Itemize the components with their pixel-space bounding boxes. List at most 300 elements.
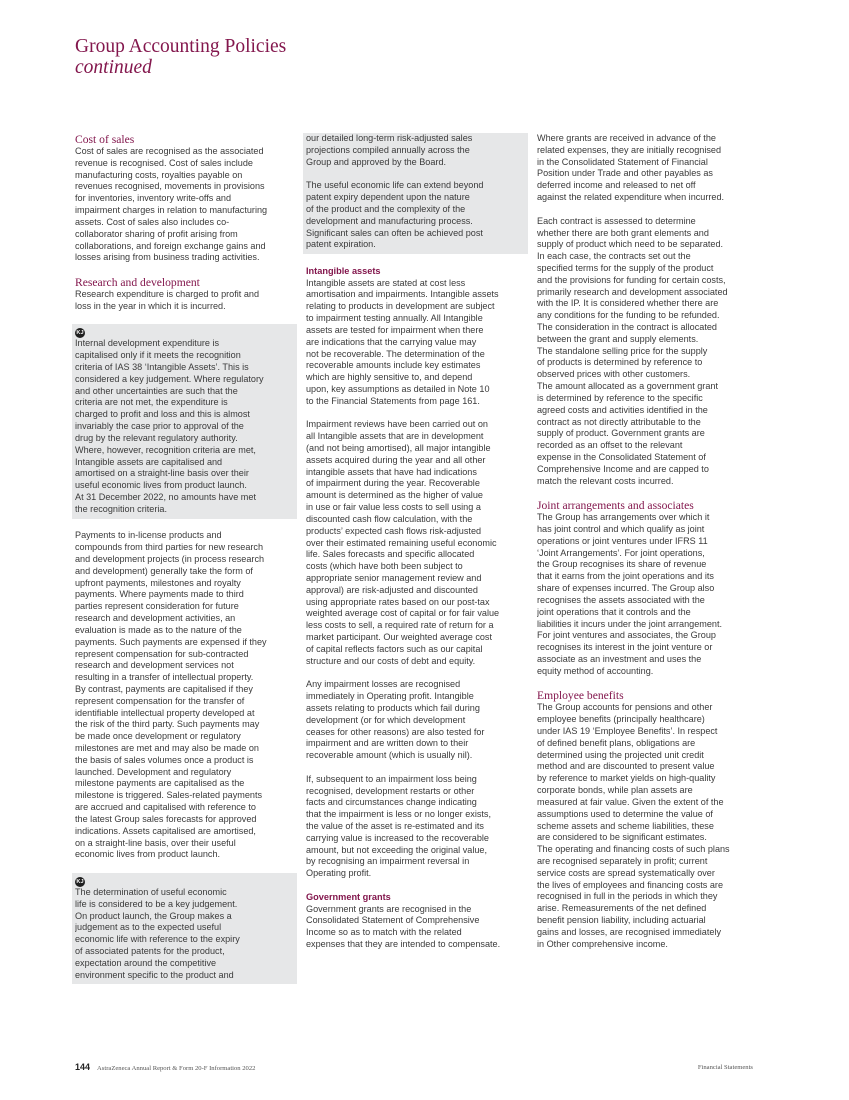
text-line xyxy=(75,731,294,743)
text-line xyxy=(75,409,294,421)
text-line xyxy=(537,464,756,476)
employee-benefits-text xyxy=(537,702,756,950)
text-line-content: is determined by reference to the specific xyxy=(537,392,703,403)
payments-text xyxy=(75,530,294,861)
text-line-content: Significant sales can often be achieved post xyxy=(306,227,483,238)
text-line-content: considered a key judgement. Where regulatory xyxy=(75,373,264,384)
text-line-content: Each contract is assessed to determine xyxy=(537,215,696,226)
text-line xyxy=(306,750,525,762)
text-line-content: recognised, development restarts or other xyxy=(306,785,475,796)
text-line xyxy=(306,585,525,597)
text-line xyxy=(75,946,294,958)
text-line xyxy=(537,654,756,666)
text-line xyxy=(537,903,756,915)
text-line-content: assets are tested for impairment when there xyxy=(306,324,484,335)
text-line-content: immediately in Operating profit. Intangible xyxy=(306,691,474,702)
text-line xyxy=(306,868,525,880)
text-line xyxy=(537,536,756,548)
text-line xyxy=(537,761,756,773)
text-line xyxy=(306,228,525,240)
text-line xyxy=(306,133,525,145)
text-line-content: in the Consolidated Statement of Financial xyxy=(537,156,708,167)
text-line-content: supply of product which need to be separated. xyxy=(537,239,724,250)
text-line xyxy=(75,170,294,182)
text-line-content: corporate bonds, while plan assets are xyxy=(537,785,693,796)
rd-intro-text xyxy=(75,289,294,313)
text-line xyxy=(306,786,525,798)
text-line-content: arise. Remeasurements of the net defined xyxy=(537,903,707,914)
text-line-content: ‘Joint Arrangements’. For joint operations, xyxy=(537,547,705,558)
text-line xyxy=(306,526,525,538)
text-line xyxy=(537,405,756,417)
text-line xyxy=(306,514,525,526)
text-line xyxy=(306,797,525,809)
text-line-content: recognises its interest in the joint venture or xyxy=(537,642,713,653)
text-line xyxy=(537,133,756,145)
text-line-content: are considered to be significant estimates. xyxy=(537,832,707,843)
text-line-content: any conditions for the funding to be refunded. xyxy=(537,310,720,321)
text-line xyxy=(306,856,525,868)
text-line-content: Where, however, recognition criteria are met, xyxy=(75,444,256,455)
text-line-content: by recognising an impairment reversal in xyxy=(306,856,470,867)
text-line-content: indications. Assets capitalised are amortised, xyxy=(75,825,256,836)
text-line xyxy=(306,927,525,939)
text-line xyxy=(306,549,525,561)
text-line xyxy=(75,970,294,982)
text-line xyxy=(306,632,525,644)
text-line-content: milestone payments are capitalised as the xyxy=(75,778,245,789)
text-line xyxy=(75,566,294,578)
text-line-content: If, subsequent to an impairment loss being xyxy=(306,773,477,784)
text-line-content: in use or fair value less costs to sell using a xyxy=(306,502,481,513)
text-line xyxy=(75,708,294,720)
text-line-content: economic lives from product launch. xyxy=(75,849,221,860)
text-line-content: the latest Group sales forecasts for approved xyxy=(75,813,257,824)
column-3 xyxy=(537,133,756,962)
text-line-content: upfront payments, milestones and royalty xyxy=(75,577,241,588)
text-line-content: all Intangible assets that are in development xyxy=(306,431,484,442)
text-line-content: represent compensation for the transfer of xyxy=(75,695,245,706)
text-line xyxy=(75,684,294,696)
page-number: 144 xyxy=(75,1062,91,1072)
text-line xyxy=(537,666,756,678)
government-grants-heading: Government grants xyxy=(306,891,391,902)
text-line xyxy=(537,263,756,275)
text-line-content: identifiable intellectual property developed at xyxy=(75,707,255,718)
intangible-assets-heading: Intangible assets xyxy=(306,265,381,276)
impairment-losses-text xyxy=(306,679,525,762)
text-line xyxy=(75,457,294,469)
text-line-content: of associated patents for the product, xyxy=(75,946,225,956)
text-line-content: related expenses, they are initially recognised xyxy=(537,144,722,155)
text-line xyxy=(306,216,525,228)
text-line xyxy=(75,386,294,398)
text-line-content: the value of the asset is re-estimated and its xyxy=(306,821,484,832)
text-line xyxy=(306,239,525,251)
text-line xyxy=(306,192,525,204)
text-line xyxy=(75,802,294,814)
text-line xyxy=(75,530,294,542)
text-line-content: Intangible assets are stated at cost less xyxy=(306,277,466,288)
page-subtitle: continued xyxy=(75,57,152,78)
text-line-content: the lives of employees and financing costs are xyxy=(537,879,724,890)
key-judgement-icon: KJ xyxy=(76,878,84,885)
text-line xyxy=(75,958,294,970)
text-line xyxy=(537,251,756,263)
text-line xyxy=(306,157,525,169)
text-line-content: by reference to market yields on high-quality xyxy=(537,773,716,784)
text-line-content: evaluation is made as to the nature of the xyxy=(75,624,242,635)
text-line-content: be made once development or regulatory xyxy=(75,731,241,742)
text-line-content: method and are discounted to present value xyxy=(537,761,715,772)
text-line-content: weighted average cost of capital or for fair value xyxy=(306,608,500,619)
text-line xyxy=(306,715,525,727)
text-line-content: determined using the projected unit credit xyxy=(537,749,704,760)
impairment-reviews-text xyxy=(306,419,525,667)
text-line xyxy=(75,826,294,838)
text-line-content: collaborator sharing of profit arising from xyxy=(75,228,238,239)
text-line-content: equity method of accounting. xyxy=(537,665,654,676)
section-name: Financial Statements xyxy=(697,1064,753,1071)
text-line-content: recognised in full in the periods in which they xyxy=(537,891,718,902)
text-line-content: specified terms for the supply of the product xyxy=(537,262,714,273)
text-line-content: amortised on a straight-line basis over their xyxy=(75,468,249,479)
text-line-content: assets relating to products which fail during xyxy=(306,702,480,713)
text-line-content: expenses that they are intended to compensate. xyxy=(306,939,501,950)
text-line-content: has joint control and which qualify as joint xyxy=(537,524,705,534)
text-line-content: payments. Where payments made to third xyxy=(75,589,244,600)
text-line-content: The consideration in the contract is allocated xyxy=(537,322,717,332)
text-line xyxy=(537,832,756,844)
text-line-content: share of expenses incurred. The Group also xyxy=(537,583,715,594)
contract-assessment-text xyxy=(537,216,756,488)
text-line-content: milestone is triggered. Sales-related payments xyxy=(75,790,263,801)
text-line xyxy=(75,445,294,457)
text-line-content: and the provisions for funding for certain costs, xyxy=(537,274,726,285)
text-line xyxy=(537,726,756,738)
text-line xyxy=(537,428,756,440)
text-line-content: of defined benefit plans, obligations are xyxy=(537,737,696,748)
text-line-content: Where grants are received in advance of the xyxy=(537,133,716,143)
text-line-content: patent expiration. xyxy=(306,239,376,250)
text-line xyxy=(75,601,294,613)
text-line xyxy=(75,672,294,684)
text-line-content: Government grants are recognised in the xyxy=(306,903,472,914)
text-line xyxy=(75,911,294,923)
text-line xyxy=(306,904,525,916)
text-line xyxy=(75,838,294,850)
text-line xyxy=(75,181,294,193)
text-line-content: development and manufacturing process. xyxy=(306,215,473,226)
text-line-content: Any impairment losses are recognised xyxy=(306,679,461,690)
text-line xyxy=(75,397,294,409)
text-line-content: Internal development expenditure is xyxy=(75,338,220,349)
text-line-content: The determination of useful economic xyxy=(75,886,227,897)
text-line-content: upon, key assumptions as detailed in Note 10 xyxy=(306,383,490,394)
text-line-content: On product launch, the Group makes a xyxy=(75,910,232,921)
text-line xyxy=(537,844,756,856)
text-line-content: The standalone selling price for the supply xyxy=(537,345,708,356)
text-line-content: not be recoverable. The determination of the xyxy=(306,348,485,359)
text-line xyxy=(75,252,294,264)
text-line-content: recorded as an offset to the relevant xyxy=(537,440,683,451)
text-line xyxy=(537,571,756,583)
joint-arrangements-heading: Joint arrangements and associates xyxy=(537,499,694,513)
text-line xyxy=(537,714,756,726)
text-line xyxy=(537,773,756,785)
text-line xyxy=(75,492,294,504)
text-line-content: in Other comprehensive income. xyxy=(537,938,668,949)
text-line xyxy=(537,619,756,631)
text-line-content: capitalised only if it meets the recognition xyxy=(75,350,241,361)
text-line-content: amortisation and impairments. Intangible assets xyxy=(306,289,499,300)
text-line-content: the risk of the third party. Such payments may xyxy=(75,719,260,730)
text-line-content: losses arising from business trading activities. xyxy=(75,252,260,263)
text-line xyxy=(75,542,294,554)
text-line xyxy=(75,849,294,861)
text-line-content: life. Sales forecasts and specific allocated xyxy=(306,549,475,560)
text-line xyxy=(306,384,525,396)
text-line xyxy=(306,419,525,431)
text-line xyxy=(537,785,756,797)
text-line-content: amount, but not exceeding the original value, xyxy=(306,844,487,855)
text-line-content: observed prices with other customers. xyxy=(537,369,691,380)
text-line-content: on a straight-line basis, over their useful xyxy=(75,837,236,848)
text-line-content: revenues recognised, movements in provisions xyxy=(75,181,265,192)
text-line-content: of products is determined by reference to xyxy=(537,357,703,368)
text-line xyxy=(306,396,525,408)
text-line xyxy=(75,480,294,492)
intangible-assets-text xyxy=(306,278,525,408)
kj-text-continued xyxy=(306,133,525,168)
text-line xyxy=(537,346,756,358)
text-line-content: patent expiry dependent upon the nature xyxy=(306,192,470,203)
text-line xyxy=(537,168,756,180)
text-line xyxy=(306,939,525,951)
joint-arrangements-text xyxy=(537,512,756,677)
text-line-content: discounted cash flow calculation, with the xyxy=(306,513,473,524)
text-line xyxy=(537,880,756,892)
text-line xyxy=(537,891,756,903)
text-line-content: expense in the Consolidated Statement of xyxy=(537,451,706,462)
text-line-content: of the product and the complexity of the xyxy=(306,203,466,214)
text-line xyxy=(306,833,525,845)
text-line xyxy=(75,755,294,767)
text-line-content: operations or joint ventures under IFRS 11 xyxy=(537,535,708,546)
research-development-heading: Research and development xyxy=(75,275,200,289)
key-judgement-box xyxy=(72,873,297,985)
text-line-content: criteria of IAS 38 ‘Intangible Assets’. This is xyxy=(75,362,249,372)
text-line-content: the basis of sales volumes once a product is xyxy=(75,754,254,765)
text-line xyxy=(537,856,756,868)
text-line-content: gains and losses, are recognised immediately xyxy=(537,926,721,937)
text-line xyxy=(306,774,525,786)
text-line-content: are recognised separately in profit; current xyxy=(537,855,708,866)
text-line xyxy=(537,915,756,927)
text-line xyxy=(75,433,294,445)
text-line-content: recoverable amount (which is usually nil). xyxy=(306,750,473,761)
text-line xyxy=(75,205,294,217)
text-line xyxy=(75,328,294,350)
text-line xyxy=(306,301,525,313)
text-line xyxy=(75,193,294,205)
text-line xyxy=(306,502,525,514)
text-line xyxy=(537,939,756,951)
text-line xyxy=(306,691,525,703)
text-line-content: facts and circumstances change indicating xyxy=(306,797,477,808)
text-line xyxy=(537,393,756,405)
text-line-content: match the relevant costs incurred. xyxy=(537,475,674,486)
text-line xyxy=(75,922,294,934)
text-line xyxy=(537,595,756,607)
text-line xyxy=(306,703,525,715)
text-line-content: products’ expected cash flows risk-adjusted xyxy=(306,525,482,536)
text-line-content: relating to products in development are subject xyxy=(306,301,495,312)
text-line-content: the Group recognises its share of revenue xyxy=(537,559,707,570)
text-line xyxy=(537,310,756,322)
text-line-content: useful economic lives from product launch. xyxy=(75,480,247,491)
text-line xyxy=(537,809,756,821)
text-line-content: Cost of sales are recognised as the associated xyxy=(75,146,264,156)
text-line xyxy=(75,649,294,661)
text-line-content: Income so as to match with the related xyxy=(306,927,462,938)
impairment-reversal-text xyxy=(306,774,525,880)
text-line-content: The amount allocated as a government grant xyxy=(537,381,718,392)
text-line-content: that the impairment is less or no longer exists, xyxy=(306,809,491,820)
text-line-content: over their estimated remaining useful economic xyxy=(306,537,497,548)
text-line xyxy=(75,350,294,362)
text-line xyxy=(306,727,525,739)
report-title: AstraZeneca Annual Report & Form 20-F Information 2022 xyxy=(97,1065,256,1072)
text-line-content: criteria are not met, the expenditure is xyxy=(75,397,228,408)
text-line xyxy=(306,204,525,216)
text-line xyxy=(75,899,294,911)
text-line xyxy=(537,275,756,287)
text-line-content: The Group has arrangements over which it xyxy=(537,512,710,523)
text-line-content: and development) generally take the form of xyxy=(75,565,253,576)
text-line xyxy=(306,679,525,691)
footer-left xyxy=(75,1063,255,1073)
text-line xyxy=(537,417,756,429)
text-line-content: Position under Trade and other payables as xyxy=(537,168,713,179)
text-line-content: By contrast, payments are capitalised if they xyxy=(75,683,253,694)
text-line xyxy=(537,927,756,939)
text-line-content: supply of product. Government grants are xyxy=(537,428,705,439)
text-line-content: For joint ventures and associates, the Group xyxy=(537,630,716,641)
text-line xyxy=(306,845,525,857)
text-line xyxy=(537,145,756,157)
text-line xyxy=(537,157,756,169)
text-line xyxy=(537,192,756,204)
text-line-content: Consolidated Statement of Comprehensive xyxy=(306,915,480,926)
text-line-content: Comprehensive Income and are capped to xyxy=(537,463,709,474)
text-line-content: Operating profit. xyxy=(306,868,372,879)
text-line-content: economic life with reference to the expiry xyxy=(75,934,240,945)
text-line xyxy=(537,298,756,310)
text-line-content: recoverable amounts include key estimates xyxy=(306,360,481,371)
text-line-content: are indications that the carrying value may xyxy=(306,336,477,347)
text-line xyxy=(537,738,756,750)
text-line-content: which are highly sensitive to, and depend xyxy=(306,372,473,383)
text-line xyxy=(537,607,756,619)
text-line xyxy=(75,421,294,433)
text-line xyxy=(75,374,294,386)
text-line xyxy=(537,239,756,251)
text-line xyxy=(306,597,525,609)
text-line xyxy=(537,357,756,369)
text-line-content: development (or for which development xyxy=(306,714,466,725)
text-line xyxy=(75,613,294,625)
text-line-content: impairment and are written down to their xyxy=(306,738,469,749)
text-line-content: assumptions used to determine the value of xyxy=(537,808,713,819)
text-line-content: (and not being amortised), all major intangible xyxy=(306,443,491,454)
text-line xyxy=(75,158,294,170)
text-line xyxy=(306,455,525,467)
text-line-content: environment specific to the product and xyxy=(75,969,234,980)
text-line xyxy=(306,644,525,656)
text-line-content: structure and our costs of debt and equity. xyxy=(306,655,476,666)
text-line xyxy=(537,228,756,240)
text-line-content: Impairment reviews have been carried out on xyxy=(306,419,488,430)
text-line-content: drug by the relevant regulatory authority. xyxy=(75,432,238,443)
key-judgement-icon: KJ xyxy=(76,330,84,337)
text-line xyxy=(306,443,525,455)
text-line-content: and development projects (in process research xyxy=(75,554,265,564)
text-line xyxy=(306,180,525,192)
text-line-content: measured at fair value. Given the extent of the xyxy=(537,796,724,807)
text-line-content: against the related expenditure when incurred. xyxy=(537,192,725,203)
text-line-content: between the grant and supply elements. xyxy=(537,333,699,344)
text-line-content: research and development services not xyxy=(75,660,234,671)
text-line xyxy=(75,241,294,253)
text-line-content: charged to profit and loss and this is almost xyxy=(75,409,250,420)
text-line xyxy=(306,360,525,372)
text-line xyxy=(306,289,525,301)
text-line xyxy=(537,630,756,642)
text-line-content: joint operations that it controls and the xyxy=(537,606,691,617)
text-line xyxy=(537,452,756,464)
text-line-content: recognises the assets associated with the xyxy=(537,594,705,605)
text-line xyxy=(75,877,294,899)
text-line-content: parties represent consideration for future xyxy=(75,601,239,612)
text-line-content: At 31 December 2022, no amounts have met xyxy=(75,491,256,502)
text-line xyxy=(306,490,525,502)
text-line-content: loss in the year in which it is incurred. xyxy=(75,300,226,311)
text-line xyxy=(537,702,756,714)
text-line xyxy=(306,620,525,632)
text-line-content: revenue is recognised. Cost of sales include xyxy=(75,157,253,168)
text-line-content: for inventories, inventory write-offs and xyxy=(75,193,232,204)
text-line-content: using appropriate rates based on our post-tax xyxy=(306,596,490,607)
text-line-content: associate as an investment and uses the xyxy=(537,653,702,664)
text-line-content: impairment charges in relation to manufacturing xyxy=(75,205,268,216)
text-line-content: research and development activities, an xyxy=(75,613,236,624)
text-line xyxy=(75,778,294,790)
text-line xyxy=(75,934,294,946)
text-line-content: deferred income and released to net off xyxy=(537,180,696,191)
text-line xyxy=(306,349,525,361)
text-line xyxy=(75,504,294,516)
text-line-content: Payments to in-license products and xyxy=(75,530,222,541)
text-line xyxy=(75,468,294,480)
text-line-content: payments. Such payments are expensed if they xyxy=(75,636,267,647)
text-line xyxy=(306,915,525,927)
text-line xyxy=(537,559,756,571)
text-line-content: with the IP. It is considered whether there are xyxy=(537,298,719,309)
text-line xyxy=(306,313,525,325)
text-line xyxy=(306,278,525,290)
text-line-content: resulting in a transfer of intellectual property. xyxy=(75,672,254,683)
